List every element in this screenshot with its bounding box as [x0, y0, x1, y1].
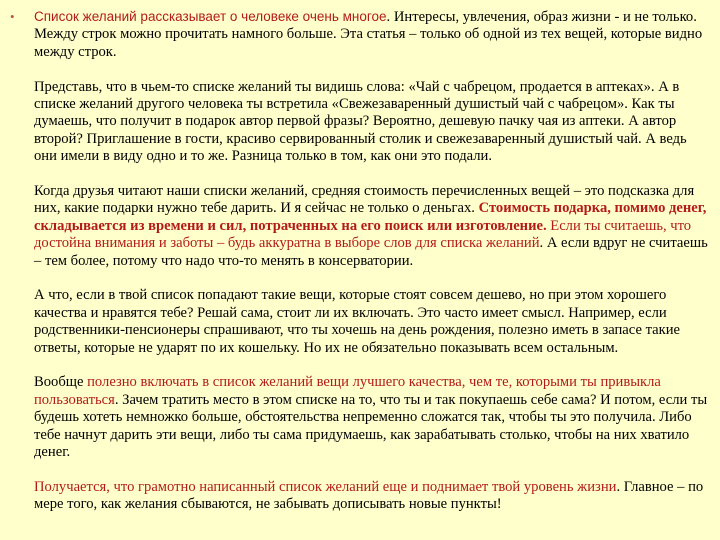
paragraph-gift-cost-red: Если ты считаешь, что достойна внимания и заботы – будь аккуратна в выборе слов для списка желаний — [34, 217, 692, 252]
paragraph-gift-cost-bold: Стоимость подарка, помимо денег, складывается из времени и сил, потраченных на его поиск или изготовление. — [34, 200, 707, 234]
paragraph-tea-example: Представь, что в чьем-то списке желаний ты видишь слова: «Чай с чабрецом, продается в аптеках». А в списке желаний другого человека ты встретила «Свежезаваренный душистый чай с чабрецом». Как ты думаешь, что получит в подарок автор первой фразы? Вероятно, дешевую пачку чая из аптеки. А автор второй? Приглашение в гости, красиво сервированный столик и свежезаваренный душистый чай. А ведь они имели в виду одно и то же. Разница только в том, как они это подали. — [34, 78, 687, 165]
paragraph-gift-cost-tail: . А если вдруг не считаешь – тем более, потому что надо что-то менять в консерватории. — [34, 235, 708, 269]
bullet-icon: • — [10, 9, 15, 24]
paragraph-quality-red: полезно включать в список желаний вещи лучшего качества, чем те, которыми ты привыкла пользоваться — [34, 374, 661, 408]
paragraph-intro-lead: Список желаний рассказывает о человеке очень многое — [34, 9, 387, 24]
paragraph-gift-cost-intro: Когда друзья читают наши списки желаний, средняя стоимость перечисленных вещей – это подсказка для них, какие подарки нужно тебе дарить. И я сейчас не только о деньгах. — [34, 183, 695, 217]
paragraph-conclusion-red: Получается, что грамотно написанный список желаний еще и поднимает твой уровень жизни — [34, 478, 617, 495]
paragraph-quality — [34, 374, 710, 461]
paragraph-conclusion — [34, 479, 710, 514]
slide-body — [10, 8, 710, 531]
paragraph-cheap-items: А что, если в твой список попадают такие вещи, которые стоят совсем дешево, но при этом хорошего качества и нравятся тебе? Решай сама, стоит ли их включать. Это часто имеет смысл. Например, если родственники-пенсионеры спрашивают, что ты хочешь на день рождения, полезно иметь в запасе такие ответы, которые не ударят по их кошельку. Но их не обязательно показывать всем остальным. — [34, 287, 680, 356]
paragraph-gift-cost — [34, 183, 710, 270]
paragraph-conclusion-tail: . Главное – по мере того, как желания сбываются, не забывать дописывать новые пункты! — [34, 478, 704, 513]
paragraph-intro — [34, 8, 710, 61]
paragraph-quality-tail: . Зачем тратить место в этом списке на то, что ты и так покупаешь себе сама? И потом, если ты будешь хотеть немножко больше, обстоятельства непременно сложатся так, чтобы ты это получила. Либо тебе начнут дарить эти вещи, либо ты сама придумаешь, как зарабатывать столько, чтобы на них хватило денег. — [34, 391, 708, 461]
paragraph-quality-intro: Вообще — [34, 374, 88, 391]
paragraph-intro-rest: . Интересы, увлечения, образ жизни - и не только. Между строк можно прочитать намного больше. Эта статья – только об одной из тех вещей, которые видно между строк. — [34, 9, 703, 60]
